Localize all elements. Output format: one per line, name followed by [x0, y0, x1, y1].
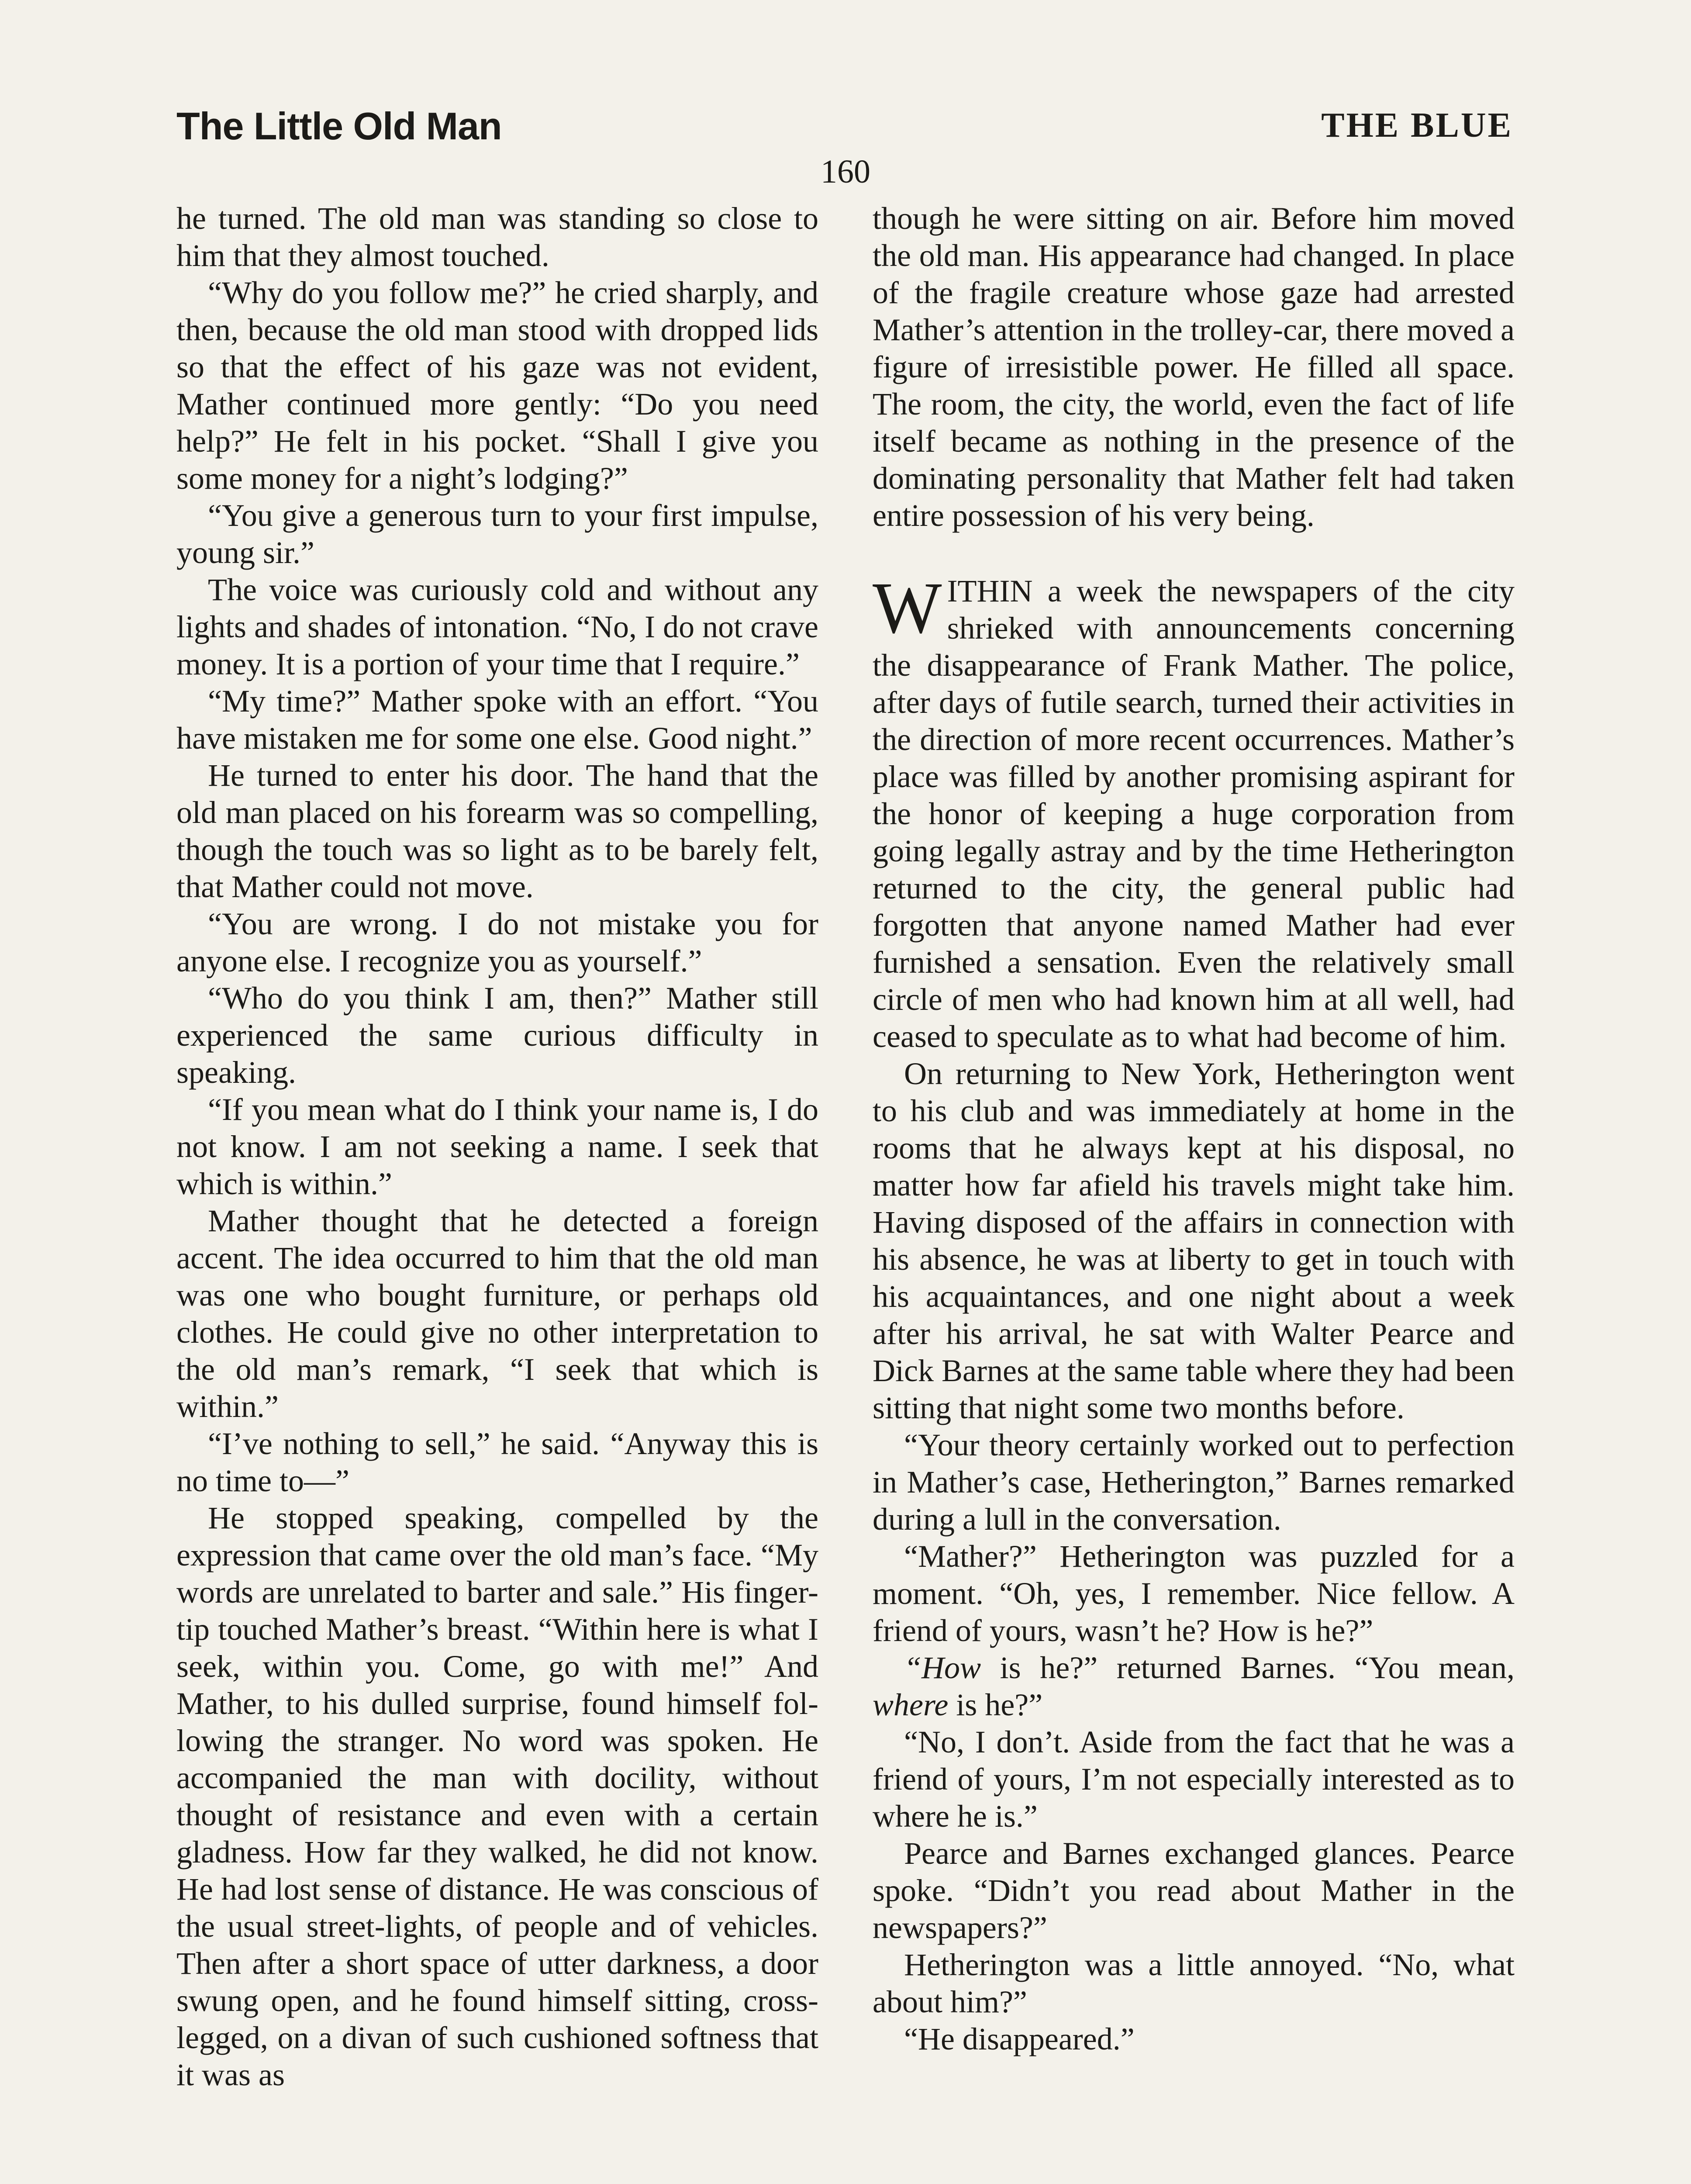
paragraph: The voice was curiously cold and without any lights and shades of intonation. “No, I do not crave money. It is a portion of your time that I require.” — [176, 572, 818, 681]
section-text: ITHIN a week the newspapers of the city shrieked with announcements concerning the disappearance of Frank Mather. The police, after days of futile search, turned their activities in the direction of more recent occurrences. Mather’s place was filled by another promising aspirant for the honor of keeping a huge corporation from going legally astray and by the time Hetherington returned to the city, the general public had forgotten that anyone named Mather had ever furnished a sensation. Even the relatively small circle of men who had known him at all well, had ceased to speculate as to what had become of him. — [873, 574, 1515, 1054]
paragraph: “I’ve nothing to sell,” he said. “Anyway this is no time to—” — [176, 1426, 818, 1498]
right-column — [873, 200, 1515, 2058]
paragraph — [873, 1649, 1515, 1724]
paragraph: “No, I don’t. Aside from the fact that he was a friend of yours, I’m not especially interested as to where he is.” — [873, 1724, 1515, 1834]
paragraph: “Why do you follow me?” he cried sharply, and then, because the old man stood with dropped lids so that the effect of his gaze was not evident, Mather continued more gently: “Do you need help?” He felt in his pocket. “Shall I give you some money for a night’s lodging?” — [176, 275, 818, 496]
running-title-right: THE BLUE — [1321, 106, 1513, 145]
paragraph: He turned to enter his door. The hand that the old man placed on his forearm was so compelling, though the touch was so light as to be barely felt, that Mather could not move. — [176, 758, 818, 904]
paragraph: Hetherington was a little annoyed. “No, what about him?” — [873, 1947, 1515, 2019]
paragraph: “You are wrong. I do not mistake you for anyone else. I recognize you as yourself.” — [176, 906, 818, 978]
left-column — [176, 200, 818, 2094]
paragraph: “He disappeared.” — [904, 2022, 1135, 2056]
paragraph: Mather thought that he detected a foreign accent. The idea occurred to him that the old man was one who bought furniture, or perhaps old clothes. He could give no other interpretation to the old man’s remark, “I seek that which is within.” — [176, 1203, 818, 1424]
italic-where: where — [873, 1687, 949, 1722]
paragraph: “If you mean what do I think your name is, I do not know. I am not seeking a name. I seek that which is within.” — [176, 1092, 818, 1201]
text: is he?” — [948, 1687, 1043, 1722]
paragraph: Pearce and Barnes exchanged glances. Pearce spoke. “Didn’t you read about Mather in the newspapers?” — [873, 1836, 1515, 1945]
paragraph: “Your theory certainly worked out to perfection in Mather’s case, Hetherington,” Barnes remarked during a lull in the conversation. — [873, 1427, 1515, 1537]
section-opening-paragraph — [873, 567, 1515, 1055]
paragraph: though he were sitting on air. Before him moved the old man. His appearance had changed. In place of the fragile creature whose gaze had arrested Mather’s attention in the trolley-car, there moved a figure of irresistible power. He filled all space. The room, the city, the world, even the fact of life itself became as nothing in the presence of the dominating personality that Mather felt had taken entire possession of his very being. — [873, 201, 1515, 533]
paragraph: he turned. The old man was standing so close to him that they almost touched. — [176, 201, 818, 273]
paragraph: He stopped speaking, compelled by the expression that came over the old man’s face. “My words are unrelated to barter and sale.” His finger-tip touched Mather’s breast. “Within here is what I seek, within you. Come, go with me!” And Mather, to his dulled surprise, found himself following the stranger. No word was spoken. He accompanied the man with docility, without thought of resistance and even with a certain gladness. How far they walked, he did not know. He had lost sense of distance. He was conscious of the usual street-lights, of people and of vehicles. Then after a short space of utter darkness, a door swung open, and he found himself sitting, cross-legged, on a divan of such cushioned softness that it was as — [176, 1500, 818, 2092]
italic-how: “How — [904, 1650, 981, 1685]
paragraph: “Who do you think I am, then?” Mather still experienced the same curious difficulty in speaking. — [176, 981, 818, 1090]
page-number: 160 — [821, 153, 870, 190]
running-title-left: The Little Old Man — [176, 104, 502, 148]
paragraph: “Mather?” Hetherington was puzzled for a moment. “Oh, yes, I remember. Nice fellow. A friend of yours, wasn’t he? How is he?” — [873, 1539, 1515, 1648]
paragraph: “My time?” Mather spoke with an effort. “You have mistaken me for some one else. Good night.” — [176, 684, 818, 756]
drop-cap: W — [873, 567, 942, 649]
paragraph: On returning to New York, Hetherington went to his club and was immediately at home in the rooms that he always kept at his disposal, no matter how far afield his travels might take him. Having disposed of the affairs in connection with his absence, he was at liberty to get in touch with his acquaintances, and one night about a week after his arrival, he sat with Walter Pearce and Dick Barnes at the same table where they had been sitting that night some two months before. — [873, 1056, 1515, 1425]
text: is he?” returned Barnes. “You mean, — [981, 1650, 1515, 1685]
paragraph: “You give a generous turn to your first impulse, young sir.” — [176, 498, 818, 570]
